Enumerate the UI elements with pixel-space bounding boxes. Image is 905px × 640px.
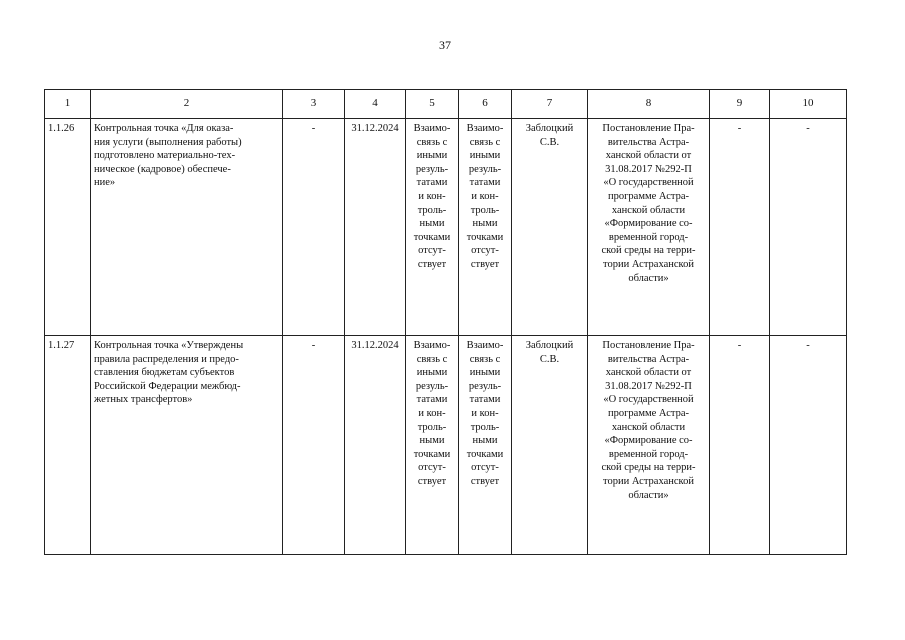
control-point-name: Контрольная точка «Утверждены правила распределения и предо- ставления бюджетам субъектов Российской Федерации межбюд- жетных трансфертов» (91, 336, 283, 555)
column-header: 7 (512, 90, 588, 119)
reference-document: Постановление Пра- вительства Астра- ханской области от 31.08.2017 №292-П «О государственной программе Астра- ханской области «Формирование со- временной город- ской среды на терри- тории Астраханской области» (588, 336, 710, 555)
col3-value: - (283, 119, 345, 336)
relationship-text: Взаимо- связь с иными резуль- татами и кон- троль- ными точками отсут- ствует (406, 336, 459, 555)
table-row (45, 119, 847, 336)
responsible-person: Заблоцкий С.В. (512, 336, 588, 555)
column-header: 1 (45, 90, 91, 119)
relationship-text: Взаимо- связь с иными резуль- татами и кон- троль- ными точками отсут- ствует (459, 119, 512, 336)
control-point-name: Контрольная точка «Для оказа- ния услуги (выполнения работы) подготовлено материально-тех- ническое (кадровое) обеспече- ние» (91, 119, 283, 336)
column-header: 5 (406, 90, 459, 119)
col9-value: - (710, 336, 770, 555)
table-header-row (45, 90, 847, 119)
row-number: 1.1.27 (45, 336, 91, 555)
page-number: 37 (439, 38, 451, 52)
column-header: 10 (770, 90, 847, 119)
deadline-date: 31.12.2024 (345, 336, 406, 555)
column-header: 2 (91, 90, 283, 119)
control-points-table (44, 89, 847, 555)
relationship-text: Взаимо- связь с иными резуль- татами и кон- троль- ными точками отсут- ствует (459, 336, 512, 555)
row-number: 1.1.26 (45, 119, 91, 336)
responsible-person: Заблоцкий С.В. (512, 119, 588, 336)
column-header: 4 (345, 90, 406, 119)
column-header: 3 (283, 90, 345, 119)
col3-value: - (283, 336, 345, 555)
relationship-text: Взаимо- связь с иными резуль- татами и кон- троль- ными точками отсут- ствует (406, 119, 459, 336)
reference-document: Постановление Пра- вительства Астра- ханской области от 31.08.2017 №292-П «О государственной программе Астра- ханской области «Формирование со- временной город- ской среды на терри- тории Астраханской области» (588, 119, 710, 336)
col9-value: - (710, 119, 770, 336)
col10-value: - (770, 119, 847, 336)
table-row (45, 336, 847, 555)
column-header: 9 (710, 90, 770, 119)
column-header: 6 (459, 90, 512, 119)
col10-value: - (770, 336, 847, 555)
column-header: 8 (588, 90, 710, 119)
deadline-date: 31.12.2024 (345, 119, 406, 336)
